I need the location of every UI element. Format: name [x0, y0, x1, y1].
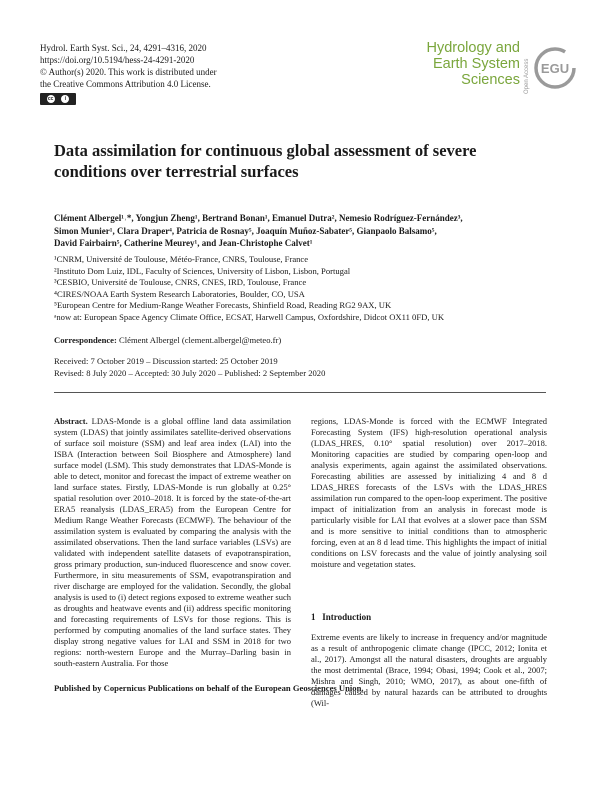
journal-name-line: Earth System	[432, 56, 520, 72]
journal-name-line: Hydrology and	[426, 40, 520, 56]
doi-link[interactable]: https://doi.org/10.5194/hess-24-4291-2020	[40, 55, 195, 65]
affiliation: ᵃnow at: European Space Agency Climate Office, ECSAT, Harwell Campus, Oxfordshire, Didcot OX11 0FD, UK	[54, 311, 445, 322]
correspondence-email[interactable]: Clément Albergel (clement.albergel@meteo.fr)	[119, 335, 282, 345]
journal-logo-text	[386, 40, 520, 88]
introduction-paragraph: Extreme events are likely to increase in frequency and/or magnitude as a result of anthropogenic climate change (IPCC, 2012; Ionita et al., 2017). Amongst all the natural disasters, droughts are arguably the most detrimental (Brace, 1994; Obasi, 1994; Cook et al., 2007; Mishra and Singh, 2010; WMO, 2017), as about one-fifth of damages caused by natural hazards can be attributed to droughts (Wil-	[311, 632, 547, 708]
affiliation: ¹CNRM, Université de Toulouse, Météo-France, CNRS, Toulouse, France	[54, 254, 309, 264]
author-line: Simon Munier¹, Clara Draper⁴, Patricia de Rosnay⁵, Joaquín Muñoz-Sabater⁵, Gianpaolo Balsamo⁵,	[54, 225, 437, 236]
author-line: Clément Albergel¹˒*, Yongjun Zheng¹, Bertrand Bonan¹, Emanuel Dutra², Nemesio Rodríguez-Fernández³,	[54, 213, 463, 223]
introduction-text	[311, 632, 547, 709]
abstract-text: LDAS-Monde is a global offline land data assimilation system (LDAS) that jointly assimilates satellite-derived observations of surface soil moisture (SSM) and leaf area index (LAI) into the ISBA (Interaction between Soil Biosphere and Atmosphere) land surface model (LSM). This study demonstrates that LDAS-Monde is able to detect, monitor and forecast the impact of extreme weather on land surface states. Firstly, LDAS-Monde is run globally at 0.25° spatial resolution over 2010–2018. It is forced by the state-of-the-art ERA5 reanalysis (LDAS_ERA5) from the European Centre for Medium Range Weather Forecasts (ECMWF). The behaviour of the assimilation system is evaluated by comparing the analysis with the assimilated observations. Then the land surface variables (LSVs) are validated with independent satellite datasets of evapotranspiration, gross primary production, sun-induced fluorescence and snow cover. Furthermore, in situ measurements of SSM, evapotranspiration and river discharge are employed for the validation. Secondly, the global analysis is used to (i) detect regions exposed to extreme weather such as droughts and heatwave events and (ii) address specific monitoring and forecasting requirements of LSVs for those regions. This is performed by computing anomalies of the land surface states. They display strong negative values for LAI and SSM in 2018 for two regions: north-western Europe and the Murray–Darling basin in south-eastern Australia. For those	[54, 416, 292, 668]
affiliation: ⁴CIRES/NOAA Earth System Research Laboratories, Boulder, CO, USA	[54, 288, 305, 299]
correspondence-label: Correspondence:	[54, 335, 117, 345]
dates-line: Received: 7 October 2019 – Discussion started: 25 October 2019	[54, 356, 278, 366]
affiliation: ³CESBIO, Université de Toulouse, CNRS, CNES, IRD, Toulouse, France	[54, 277, 307, 288]
by-icon: i	[61, 95, 69, 103]
egu-logo	[533, 46, 577, 90]
paper-title: Data assimilation for continuous global assessment of severe conditions over terrestrial surfaces	[54, 141, 477, 181]
publisher-footer: Published by Copernicus Publications on behalf of the European Geosciences Union.	[54, 683, 364, 693]
egu-logo-text: EGU	[540, 61, 570, 76]
open-access-text: Open Access	[524, 58, 530, 94]
abstract-text-continued: regions, LDAS-Monde is forced with the ECMWF Integrated Forecasting System (IFS) high-resolution operational analysis (LDAS_HRES, 0.10° spatial resolution) over 2017–2018. Monitoring capacities are studied by comparing open-loop and analysis experiments, again against the assimilated observations. Forecasting abilities are assessed by initializing 4 and 8 d LDAS_HRES forecasts of the LSVs with the LDAS_HRES assimilation run compared to the open-loop experiment. The positive impact of initialization from an analysis in forecast mode is particularly visible for LAI that evolves at a slower pace than SSM and is more sensitive to initial conditions than to atmospheric forcing, even at an 8 d lead time. This highlights the impact of initial conditions on LSV forecasts and the value of jointly analysing soil moisture and vegetation states.	[311, 416, 547, 569]
abstract-left-column	[54, 416, 291, 669]
license-line: the Creative Commons Attribution 4.0 License.	[40, 79, 211, 89]
citation-line: Hydrol. Earth Syst. Sci., 24, 4291–4316, 2020	[40, 43, 207, 53]
section-heading-introduction: 1 Introduction	[311, 612, 372, 622]
cc-icon: cc	[47, 96, 54, 102]
affiliation: ⁵European Centre for Medium-Range Weather Forecasts, Shinfield Road, Reading RG2 9AX, UK	[54, 300, 392, 311]
affiliation-list	[54, 254, 534, 324]
cc-by-badge[interactable]	[40, 93, 76, 105]
correspondence	[54, 335, 534, 345]
abstract-right-column	[311, 416, 547, 570]
author-line: David Fairbairn⁵, Catherine Meurey¹, and Jean-Christophe Calvet¹	[54, 238, 313, 248]
journal-name-line: Sciences	[461, 72, 520, 88]
license-line: © Author(s) 2020. This work is distributed under	[40, 67, 217, 77]
affiliation: ²Instituto Dom Luiz, IDL, Faculty of Sciences, University of Lisbon, Lisbon, Portugal	[54, 265, 351, 276]
divider	[54, 392, 546, 393]
author-list	[54, 212, 534, 250]
open-access-label	[521, 40, 531, 96]
abstract-label: Abstract.	[54, 416, 88, 426]
citation-block	[40, 42, 320, 90]
publication-dates	[54, 356, 534, 380]
dates-line: Revised: 8 July 2020 – Accepted: 30 July 2020 – Published: 2 September 2020	[54, 367, 326, 378]
